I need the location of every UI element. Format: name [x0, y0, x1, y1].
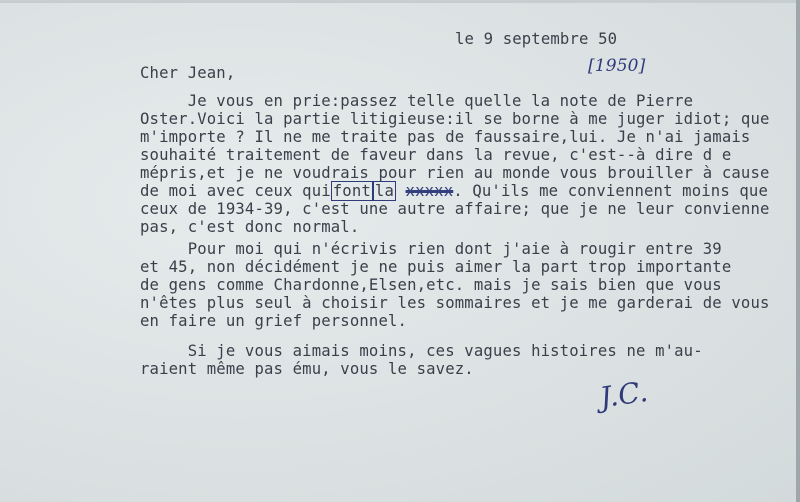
p1-line-8: pas, c'est donc normal.: [140, 218, 360, 236]
letter-date: le 9 septembre 50: [455, 30, 618, 48]
p1-line-3: m'importe ? Il ne me traite pas de faussaire,lui. Je n'ai jamais: [140, 128, 751, 146]
handwritten-year-annotation: [1950]: [588, 56, 646, 76]
p2-line-2: et 45, non décidément je ne puis aimer la part trop importante: [140, 258, 732, 276]
p2-line-5: en faire un grief personnel.: [140, 312, 408, 330]
handwritten-signature: J.C.: [597, 374, 650, 415]
page-top-edge: [0, 0, 800, 3]
salutation: Cher Jean,: [140, 64, 236, 82]
p2-line-1: Pour moi qui n'écrivis rien dont j'aie à rougir entre 39: [140, 240, 722, 258]
p1-line-6: [140, 182, 768, 200]
boxed-word-la: la: [374, 182, 394, 200]
p1-line-4: souhaité traitement de faveur dans la revue, c'est--à dire d e: [140, 146, 732, 164]
p1-line-1: Je vous en prie:passez telle quelle la note de Pierre: [140, 92, 694, 110]
p1-line-7: ceux de 1934-39, c'est une autre affaire; que je ne leur convienne: [140, 200, 770, 218]
p2-line-3: de gens comme Chardonne,Elsen,etc. mais je sais bien que vous: [140, 276, 722, 294]
p3-line-1: Si je vous aimais moins, ces vagues histoires ne m'au-: [140, 342, 703, 360]
struck-out-word: xxxxx: [405, 182, 454, 200]
page-right-edge: [796, 0, 800, 502]
p2-line-4: n'êtes plus seul à choisir les sommaires et je me garderai de vous: [140, 294, 770, 312]
p1-line-6-end: . Qu'ils me conviennent moins que: [453, 182, 769, 200]
p1-line-5: mépris,et je ne voudrais pour rien au monde vous brouiller à cause: [140, 164, 770, 182]
p1-line-2: Oster.Voici la partie litigieuse:il se borne à me juger idiot; que: [140, 110, 770, 128]
p1-line-6-start: de moi avec ceux qui: [140, 182, 331, 200]
p3-line-2: raient même pas ému, vous le savez.: [140, 360, 474, 378]
boxed-word-font: font: [332, 182, 371, 200]
